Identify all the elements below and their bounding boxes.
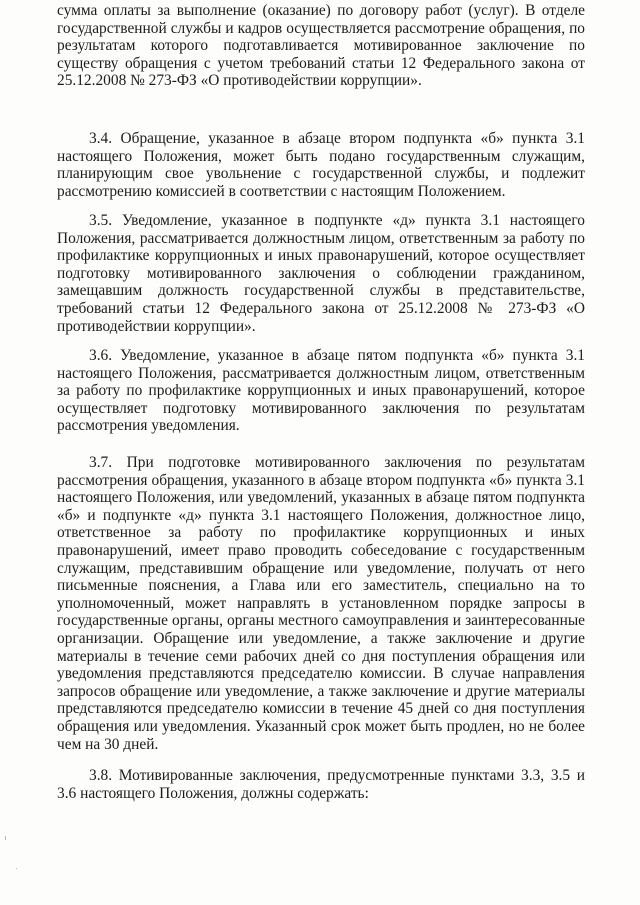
paragraph-3-5 bbox=[57, 212, 585, 335]
paragraph-text: 3.4. Обращение, указанное в абзаце втором подпункта «б» пункта 3.1 настоящего Положения, может быть подано государственным служащим, планирующим свое увольнение с государственной службы, и подлежит рассмотрению комиссией в соответствии с настоящим Положением. bbox=[57, 130, 585, 200]
paragraph-3-4 bbox=[57, 130, 585, 200]
paragraph-text: сумма оплаты за выполнение (оказание) по договору работ (услуг). В отделе государственной службы и кадров осуществляется рассмотрение обращения, по результатам которого подготавливается мотивированное заключение по существу обращения с учетом требований статьи 12 Федерального закона от 25.12.2008 № 273-ФЗ «О противодействии коррупции». bbox=[57, 2, 585, 90]
paragraph-text: 3.5. Уведомление, указанное в подпункте «д» пункта 3.1 настоящего Положения, рассматривается должностным лицом, ответственным за работу по профилактике коррупционных и иных правонарушений, которое осуществляет подготовку мотивированного заключения о соблюдении гражданином, замещавшим должность государственной службы в представительстве, требований статьи 12 Федерального закона от 25.12.2008 № 273-ФЗ «О противодействии коррупции». bbox=[57, 212, 585, 335]
paragraph-text: 3.6. Уведомление, указанное в абзаце пятом подпункта «б» пункта 3.1 настоящего Положения, рассматривается должностным лицом, ответственным за работу по профилактике коррупционных и иных правонарушений, которое осуществляет подготовку мотивированного заключения по результатам рассмотрения уведомления. bbox=[57, 347, 585, 435]
paragraph-3-8 bbox=[57, 767, 585, 802]
paragraph-continuation bbox=[57, 2, 585, 90]
scan-speck bbox=[16, 868, 17, 869]
paragraph-3-7 bbox=[57, 454, 585, 753]
paragraph-3-6 bbox=[57, 347, 585, 435]
paragraph-text: 3.8. Мотивированные заключения, предусмотренные пунктами 3.3, 3.5 и 3.6 настоящего Положения, должны содержать: bbox=[57, 767, 585, 802]
paragraph-text: 3.7. При подготовке мотивированного заключения по результатам рассмотрения обращения, указанного в абзаце втором подпункта «б» пункта 3.1 настоящего Положения, или уведомлений, указанных в абзаце пятом подпункта «б» и подпункте «д» пункта 3.1 настоящего Положения, должностное лицо, ответственное за работу по профилактике коррупционных и иных правонарушений, имеет право проводить собеседование с государственным служащим, представившим обращение или уведомление, получать от него письменные пояснения, а Глава или его заместитель, специально на то уполномоченный, может направлять в установленном порядке запросы в государственные органы, органы местного самоуправления и заинтересованные организации. Обращение или уведомление, а также заключение и другие материалы в течение семи рабочих дней со дня поступления обращения или уведомления представляются председателю комиссии. В случае направления запросов обращение или уведомление, а также заключение и другие материалы представляются председателю комиссии в течение 45 дней со дня поступления обращения или уведомления. Указанный срок может быть продлен, но не более чем на 30 дней. bbox=[57, 454, 585, 753]
scan-speck bbox=[5, 836, 6, 840]
